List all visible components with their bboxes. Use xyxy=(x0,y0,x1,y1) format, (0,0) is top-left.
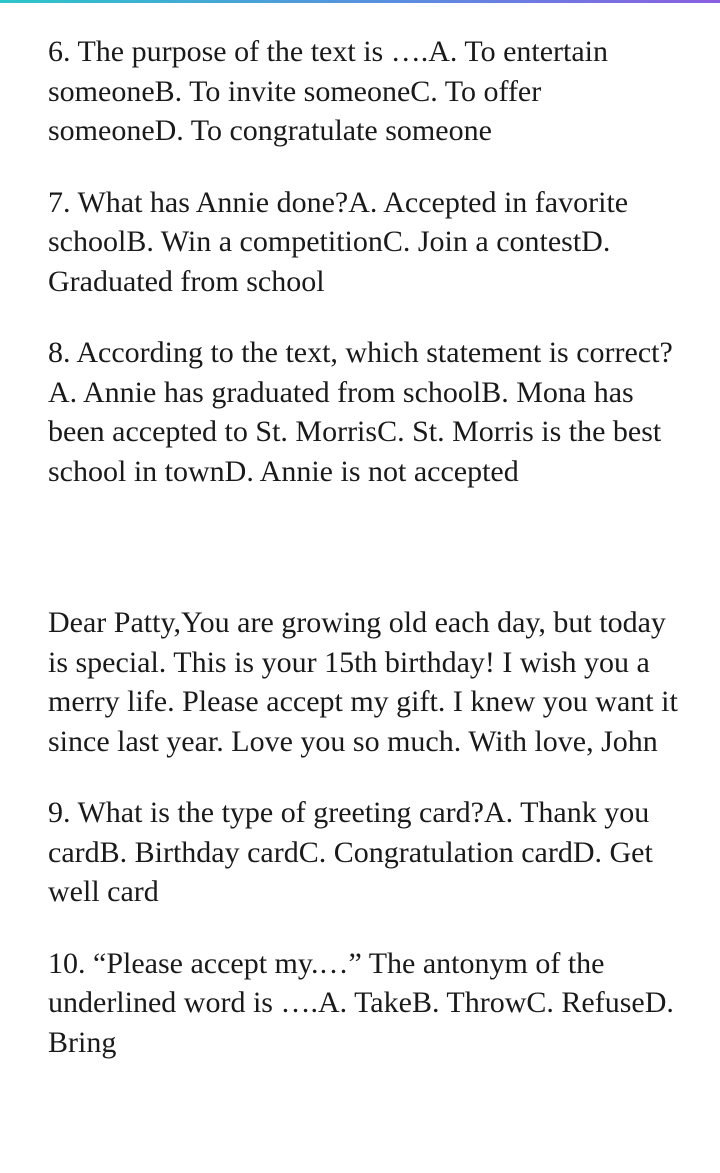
spacer xyxy=(48,912,678,944)
question-6: 6. The purpose of the text is ….A. To entertain someoneB. To invite someoneC. To offer someoneD. To congratulate someone xyxy=(48,35,609,147)
spacer xyxy=(48,151,678,183)
document-content xyxy=(48,32,678,1062)
top-accent-bar xyxy=(0,0,720,3)
section-spacer xyxy=(48,491,678,603)
greeting-card-passage: Dear Patty,You are growing old each day, but today is special. This is your 15th birthday! I wish you a merry life. Please accept my gift. I knew you want it since last year. Love you so much. With love, John xyxy=(48,606,678,758)
spacer xyxy=(48,301,678,333)
question-9: 9. What is the type of greeting card?A. Thank you cardB. Birthday cardC. Congratulation cardD. Get well card xyxy=(48,796,653,908)
question-10: 10. “Please accept my.…” The antonym of the underlined word is ….A. TakeB. ThrowC. RefuseD. Bring xyxy=(48,946,674,1059)
question-8: 8. According to the text, which statement is correct?A. Annie has graduated from schoolB. Mona has been accepted to St. MorrisC. St. Morris is the best school in townD. Annie is not accepted xyxy=(48,336,673,488)
spacer xyxy=(48,761,678,793)
question-7: 7. What has Annie done?A. Accepted in favorite schoolB. Win a competitionC. Join a contestD. Graduated from school xyxy=(48,185,629,298)
